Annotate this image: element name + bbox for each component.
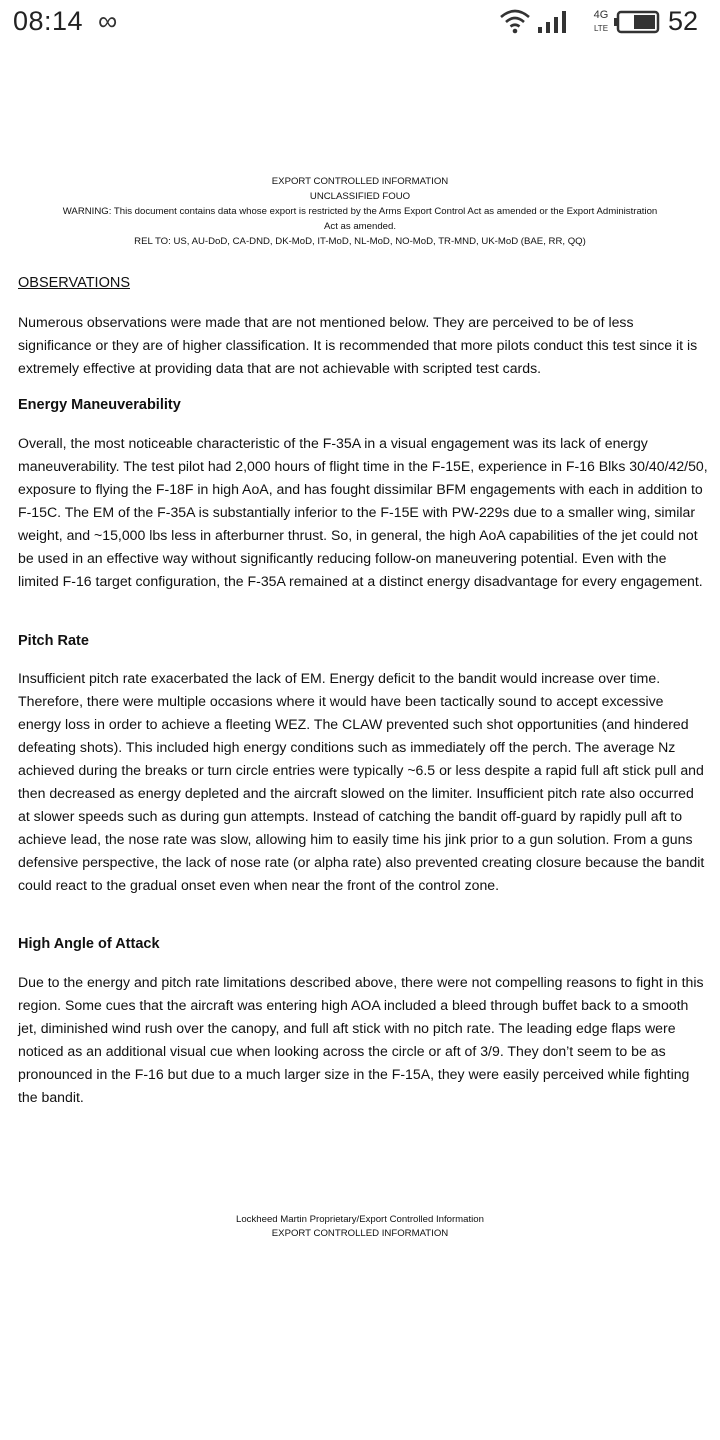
status-bar xyxy=(0,0,720,46)
network-generation: 4G xyxy=(593,9,609,21)
signal-icon xyxy=(538,10,578,39)
footer-line-1: Lockheed Martin Proprietary/Export Controlled Information xyxy=(236,1214,484,1225)
infinity-icon: ∞ xyxy=(98,6,118,36)
header-warning-2: Act as amended. xyxy=(324,221,396,232)
export-control-header xyxy=(0,174,720,249)
section-title-high-aoa: High Angle of Attack xyxy=(18,936,160,952)
wifi-icon xyxy=(500,8,530,39)
clock: 08:14 xyxy=(13,6,84,36)
header-line-1: EXPORT CONTROLLED INFORMATION xyxy=(271,176,449,187)
header-warning-1: WARNING: This document contains data whose export is restricted by the Arms Export Control Act as amended or the Export Administration xyxy=(62,206,658,217)
battery-icon xyxy=(612,10,662,41)
header-rel-to: REL TO: US, AU-DoD, CA-DND, DK-MoD, IT-MoD, NL-MoD, NO-MoD, TR-MND, UK-MoD (BAE, RR, QQ) xyxy=(134,236,586,247)
section-text-pitch-rate: Insufficient pitch rate exacerbated the lack of EM. Energy deficit to the bandit would increase over time. Therefore, there were multiple occasions where it would have been tactically sound to accept excessive energy loss in order to achieve a fleeting WEZ. The CLAW prevented such shot opportunities (and hindered defeating shots). This included high energy conditions such as immediately off the perch. The average Nz achieved during the breaks or turn circle entries were typically ~6.5 or less despite a rapid full aft stick pull and then decreased as energy depleted and the aircraft slowed on the limiter. Insufficient pitch rate also occurred at slower speeds such as during gun attempts. Instead of catching the bandit off-guard by rapidly pull aft to achieve lead, the nose rate was slow, allowing him to easily time his jink prior to a gun solution. From a guns defensive perspective, the lack of nose rate (or alpha rate) also prevented creating closure because the bandit could react to the gradual onset even when near the front of the control zone. xyxy=(18,670,705,893)
footer-line-2: EXPORT CONTROLLED INFORMATION xyxy=(271,1228,449,1239)
network-lte-label: LTE xyxy=(593,24,609,33)
document-footer xyxy=(0,1213,720,1241)
observations-paragraph: Numerous observations were made that are not mentioned below. They are perceived to be of less significance or they are of higher classification. It is recommended that more pilots conduct this test since it is extremely effective at providing data that are not achievable with scripted test cards. xyxy=(18,314,698,376)
section-title-energy: Energy Maneuverability xyxy=(18,397,181,413)
battery-level: 52 xyxy=(668,6,699,36)
section-text-energy: Overall, the most noticeable characteristic of the F-35A in a visual engagement was its lack of energy maneuverability. The test pilot had 2,000 hours of flight time in the F-15E, experience in F-16 Blks 30/40/42/50, exposure to flying the F-18F in high AoA, and has fought dissimilar BFM engagements with each in addition to F-15C. The EM of the F-35A is substantially inferior to the F-15E with PW-229s due to a smaller wing, similar weight, and ~15,000 lbs less in afterburner thrust. So, in general, the high AoA capabilities of the jet could not be used in an effective way without significantly reducing follow-on maneuvering potential. Even with the limited F-16 target configuration, the F-35A remained at a distinct energy disadvantage for every engagement. xyxy=(18,435,708,589)
header-line-2: UNCLASSIFIED FOUO xyxy=(309,191,411,202)
network-type xyxy=(592,10,610,34)
section-title-pitch-rate: Pitch Rate xyxy=(18,633,89,649)
section-text-high-aoa: Due to the energy and pitch rate limitations described above, there were not compelling reasons to fight in this region. Some cues that the aircraft was entering high AOA included a bleed through buffet back to a smooth jet, diminished wind rush over the canopy, and full aft stick with no pitch rate. The leading edge flaps were noticed as an additional visual cue when looking across the circle or aft of 3/9. They don’t seem to be as pronounced in the F-16 but due to a much larger size in the F-15A, they were easily perceived while fighting the bandit. xyxy=(18,974,704,1105)
observations-heading: OBSERVATIONS xyxy=(18,275,130,291)
